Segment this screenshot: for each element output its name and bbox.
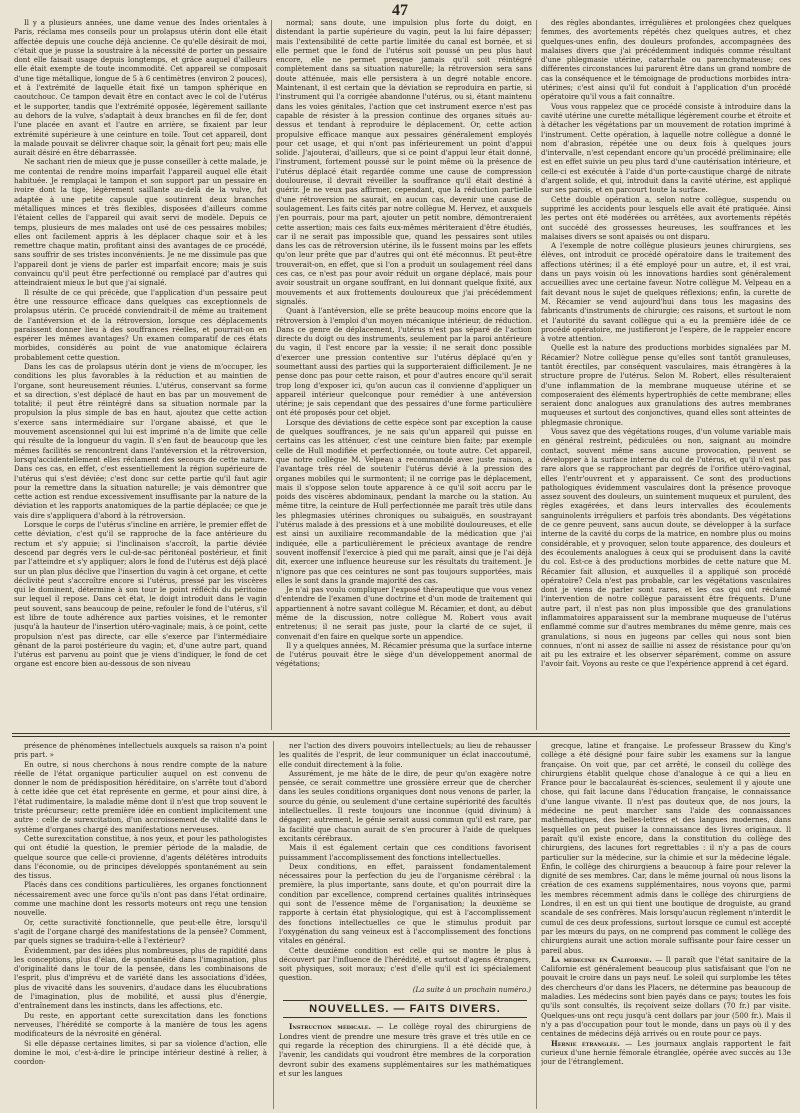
news-paragraph [541,1039,791,1067]
news-headline: Hernie étranglée. [551,1038,620,1048]
paragraph: Lorsque des déviations de cette espèce sont par exception la cause de quelques souffrances, je ne sais qu'un appareil qui puisse en certains cas les atténuer, c'est une ceinture bien faite; par exemple celle de Hull modifiée et perfectionnée, ou toute autre. Cet appareil, que notre collègue M. Velpeau a recommandé avec juste raison, a l'avantage très réel de soutenir l'utérus dévié à la pression des organes mobiles qui le surmontent; il ne corrige pas le déplacement, mais il s'oppose selon toute apparence à ce qu'il soit accru par le poids des viscères abdominaux, pendant la marche ou la station. Au même titre, la ceinture de Hull perfectionnée me paraît très utile dans les phlegmasies utérines chroniques ou subaiguës, en soustrayant l'utérus malade à des pressions et à une mobilité douloureuses, et elle est ainsi un auxiliaire recommandable de la médication que j'ai indiquée, elle a particulièrement le précieux avantage de rendre souvent inoffensif l'exercice à pied qui me paraît, ainsi que je l'ai déjà dit, exercer une influence heureuse sur les résultats du traitement. Je n'ignore pas que ces ceintures ne sont pas toujours supportées, mais elles le sont dans la grande majorité des cas. [276,417,532,585]
news-text: — Les journaux anglais rapportent le fait curieux d'une hernie fémorale étranglée, opérée avec succès au 13e jour de l'étranglement. [541,1038,791,1067]
top-column-1 [14,18,267,732]
paragraph: Il y a plusieurs années, une dame venue des Indes orientales à Paris, réclama mes conseils pour un prolapsus utérin dont elle était affectée depuis une couche déjà ancienne. Ce qu'elle désirait de moi, c'était que je pusse la soustraire à la nécessité de porter un pessaire dont elle faisait usage depuis longtemps, et grâce auquel d'ailleurs elle était exempte de toute incommodité. Cet appareil se composait d'une tige métallique, longue de 5 à 6 centimètres (environ 2 pouces), et à l'extrémité de laquelle était fixé un tampon sphérique en caoutchouc. Ce tampon devait être en contact avec le col de l'utérus et le supporter, tandis que l'extrémité opposée, légèrement saillante au dehors de la vulve, s'adaptait à deux branches en fil de fer, dont l'une placée en avant et l'autre en arrière, se fixaient par leur extrémité supérieure à une ceinture en toile. Tout cet appareil, dont la malade pouvait se délivrer chaque soir, la gênait fort peu; mais elle aurait désiré en être débarrassée. [14,18,267,158]
news-headline: Instruction médicale. [289,1022,371,1032]
paragraph: Ne sachant rien de mieux que je pusse conseiller à cette malade, je me contentai de rendre moins imparfait l'appareil auquel elle était habituée. Je remplaçai le tampon et son support par un pessaire en ivoire dont la tige, légèrement saillante au-delà de la vulve, fut adaptée à une petite capsule que soutinrent deux branches métalliques minces et très flexibles, disposées d'ailleurs comme l'étaient celles de l'appareil qui avait servi de modèle. Depuis ce temps, plusieurs de mes malades ont usé de ces pessaires mobiles; elles ont facilement appris à les déplacer chaque soir et à les remettre chaque matin, profitant ainsi des avantages de ce procédé, sans souffrir de ses tristes inconvénients. Je ne me dissimule pas que l'appareil dont je viens de parler est imparfait encore; mais je suis convaincu qu'il peut être perfectionné ou remplacé par d'autres qui atteindraient mieux le but que j'ai signalé. [14,157,267,288]
news-headline: La médecine en Californie. [551,954,652,964]
paragraph: Cette deuxième condition est celle qui se montre le plus à découvert par l'influence de l'hérédité, et surtout d'agens étrangers, soit physiques, soit moraux; c'est d'elle qu'il est ici spécialement question. [279,945,531,983]
news-text: grecque, latine et française. Le professeur Brassew du King's collège a été désigné pour faire subir les examens sur la langue française. On voit que, par cet arrêté, le conseil du collège des chirurgiens établit quelque chose d'analogue à ce qui a lieu en France pour le baccalauréat ès-sciences, seulement il y ajoute une chose, qui fait lacune dans l'éducation française, le connaissance d'une langue vivante. Il n'est pas douteux que, de nos jours, la médecine ne peut marcher sans l'aide des connaissances mathématiques, des belles-lettres et des langues modernes, dans lesquelles on peut puiser la connaissance des livres originaux. Il paraît qu'il existe encore, dans la constitution du collège des chirurgiens, des lacunes fort regrettables : il n'y a pas de cours particulier sur la médecine, sur la chimie et sur la médecine légale. Enfin, le collège des chirurgiens a beaucoup à faire pour relever la dignité de ses membres. Car, dans le même journal où nous lisons la création de ces examens supplémentaires, nous voyons que, parmi les membres récemment admis dans le collège des chirurgiens de Londres, il en est un qui tient une boutique de droguiste, au grand scandale de ses confrères. Mais lorsqu'aucun règlement n'interdit le cumul de ces deux professions, surtout lorsque ce cumul est accepté par les mœurs du pays, on ne comprend pas comment le collège des chirurgiens aurait une action morale suffisante pour faire cesser un pareil abus. [541,741,791,955]
paragraph: A l'exemple de notre collègue plusieurs jeunes chirurgiens, ses élèves, ont introduit ce procédé opératoire dans le traitement des affections utérines; il a été employé pour un autre, et, il est vrai, dans un pays voisin où les innovations hardies sont généralement accueillies avec une certaine faveur. Notre collègue M. Velpeau en a fait devant nous le sujet de quelques réflexions; enfin, la curette de M. Récamier se vend aujourd'hui dans tous les magasins des fabricants d'instruments de chirurgie; ces raisons, et surtout le nom et l'autorité du savant collègue qui a eu la première idée de ce procédé opératoire, me justifieront je l'espère, de le rappeler encore à votre attention. [541,241,791,344]
paragraph: Quelle est la nature des productions morbides signalées par M. Récamier? Notre collègue pense qu'elles sont tantôt granuleuses, tantôt érectiles, par conséquent vasculaires, mais étrangères à la structure propre de l'utérus. Selon M. Robert, elles résulteraient d'une inflammation de la membrane muqueuse utérine et se composeraient des éléments hypertrophiés de cette membrane; elles seraient donc analogues aux granulations des autres membranes muqueuses et surtout des conjonctives, quand elles sont atteintes de phlegmasie chronique. [541,343,791,427]
news-paragraph [279,1022,531,1078]
paragraph: Évidemment, par des idées plus nombreuses, plus de rapidité dans les conceptions, plus d'élan, de spontanéité dans l'imagination, plus d'originalité dans le tour de la pensée, dans les combinaisons de l'esprit, plus d'imprévu et de variété dans les associations d'idées, plus de vivacité dans les souvenirs, d'audace dans les élucubrations de l'imagination, plus de mobilité, et aussi plus d'énergie, d'entraînement dans les instincts, dans les affections, etc. [14,945,267,1011]
column-divider [271,20,272,730]
column-divider [273,741,274,1109]
paragraph: Cette double opération a, selon notre collègue, suspendu ou supprimé les accidents pour lesquels elle avait été pratiquée. Ainsi les pertes ont été modérées ou arrêtées, aux avortements répétés ont succédé des grossesses heureuses, les souffrances et les malaises divers se sont apaisés ou ont disparu. [541,194,791,241]
paragraph: Mais il est également certain que ces conditions favorisent puissamment l'accomplissement des fonctions intellectuelles. [279,843,531,862]
top-column-3 [541,18,791,732]
column-divider [536,741,537,1109]
news-text: — Il paraît que l'état sanitaire de la Californie est généralement beaucoup plus satisfaisant que l'on ne pouvait le croire dans un pays neuf. Le soleil qui surplombe les têtes des chercheurs d'or dans les Placers, ne détermine pas beaucoup de maladies. Les médecins sont bien payés dans ce pays; toutes les fois qu'ils sont consultés, ils reçoivent seize dollars (70 fr.) par visite. Quelques-uns ont reçu jusqu'à cent dollars par jour (500 fr.). Mais il n'y a pas d'occupation pour tout le monde, dans un pays où il y des centaines de médecins déjà arrivés ou en route pour ce pays. [541,954,791,1039]
paragraph: Vous vous rappelez que ce procédé consiste à introduire dans la cavité utérine une curette métallique légèrement courbe et étroite et à détacher les végétations par un mouvement de rotation imprimé à l'instrument. Cette opération, à laquelle notre collègue a donné le nom d'abrasion, répétée une ou deux fois à quelques jours d'intervalle, n'est cependant encore qu'un procédé préliminaire; elle est en effet suivie un peu plus tard d'une cautérisation intérieure, et celle-ci est exécutée à l'aide d'un porte-caustique chargé de nitrate d'argent solide, et qui, introduit dans la cavité utérine, est appliqué sur ses parois, et en parcourt toute la surface. [541,101,791,195]
continuation-note: (La suite à un prochain numéro.) [412,984,531,994]
paragraph: En outre, si nous cherchons à nous rendre compte de la nature réelle de l'état organique particulier auquel on est convenu de donner le nom de prédisposition héréditaire, on s'arrête tout d'abord à cette idée que cet état représente en germe, et pour ainsi dire, à l'état rudimentaire, la maladie même dont il n'est que trop souvent le triste précurseur; cette première idée en contient implicitement une autre : celle de surexcitation, d'un accroissement de vitalité dans le système d'organes chargé des manifestations nerveuses. [14,759,267,834]
news-paragraph [541,741,791,955]
news-text: — Le collège royal des chirurgiens de Londres vient de prendre une mesure très grave et très utile en ce qui regarde la réception des chirurgiens. Il a été décidé que, à l'avenir, les candidats qui voudront être membres de la corporation devront subir des examens supplémentaires sur les mathématiques et sur les langues [279,1022,531,1078]
section-separator-thin [12,736,790,737]
top-column-2 [276,18,532,732]
paragraph: Dans les cas de prolapsus utérin dont je viens de m'occuper, les conditions les plus favorables à la réduction et au maintien de l'organe, sont heureusement réunies. L'utérus, conservant sa forme et sa direction, s'est déplacé de haut en bas par un mouvement de totalité; il peut être réintégré dans sa situation normale par la propulsion la plus simple de bas en haut, ajoutez que cette action s'exerce sans intermédiaire sur l'organe abaissé, et que le mouvement ascensionnel qui lui est imprimé n'a de limite que celle qui résulte de la longueur du vagin. Il s'en faut de beaucoup que les mêmes facilités se rencontrent dans l'antéversion et la rétroversion, lorsqu'accidentellement elles réclament des secours de cette nature. Dans ces cas, en effet, c'est essentiellement la région supérieure de l'utérus qui s'est déviée; c'est donc sur cette partie qu'il faut agir pour la remettre dans la situation naturelle; je vais démontrer que cette action est rendue excessivement insuffisante par la nature de la déviation et les rapports anatomiques de la partie déplacée; ce que je vais dire s'appliquera d'abord à la rétroversion. [14,361,267,520]
feuilleton-column-1 [14,741,267,1111]
rule [283,1017,527,1018]
paragraph: normal; sans doute, une impulsion plus forte du doigt, en distendant la partie supérieure du vagin, peut la lui faire dépasser; mais l'extensibilité de cette partie limitée du canal est bornée, et si elle permet que le fond de l'utérus soit poussé un peu plus haut encore, elle ne permet presque jamais qu'il soit réintégré complètement dans sa situation naturelle; la rétroversion sera sans doute atténuée, mais elle persistera à un degré notable encore. Maintenant, il est certain que la déviation se reproduira en partie, si l'instrument qui l'a corrigée abandonne l'utérus, ou si, étant maintenu dans les voies génitales, l'action que cet instrument exerce n'est pas capable de résister à la pression continue des organes situés au-dessus et tendant à reproduire le déplacement. Or, cette action propulsive efficace manque aux pessaires généralement employés pour cet usage, et qui n'ont pas inférieurement un point d'appui solide. J'ajouterai, d'ailleurs, que si ce point d'appui leur était donné, l'instrument, fortement poussé sur le point même où la présence de l'utérus déplacé était regardée comme une cause de compression douloureuse, il devrait réveiller la souffrance qu'il était destiné à guérir. Je ne veux pas affirmer, cependant, que la réduction partielle d'une rétroversion ne saurait, en aucun cas, devenir une cause de soulagement. Les faits cités par notre collègue M. Hervez, et auxquels j'en pourrais, pour ma part, ajouter un petit nombre, démontreraient cette assertion; mais ces faits eux-mêmes mériteraient d'être étudiés, car il ne serait pas impossible que, quand les pessaires sont utiles dans les cas de rétroversion utérine, ils le fussent moins par les effets qu'on leur prête que par d'autres qui ont été méconnus. Et peut-être trouverait-on, en effet, que si l'on a produit un soulagement réel dans ces cas, ce n'est pas pour avoir réduit un organe déplacé, mais pour avoir soustrait un organe souffrant, en lui donnant quelque fixité, aux mouvements et aux frottements douloureux que j'ai précédemment signalés. [276,18,532,306]
paragraph: ner l'action des divers pouvoirs intellectuels; au lieu de rehausser les qualités de l'esprit, de leur communiquer un éclat inaccoutumé, elle conduit directement à la folie. [279,741,531,769]
paragraph: Quant à l'antéversion, elle se prête beaucoup moins encore que la rétroversion à l'emploi d'un moyen mécanique intérieur, de réduction. Dans ce genre de déplacement, l'utérus n'est pas séparé de l'action directe du doigt ou des instruments, seulement par la paroi antérieure du vagin, il l'est encore par la vessie; il ne serait donc possible d'exercer une pression contentive sur l'utérus déplacé qu'en y soumettant aussi des parties qui la supporteraient difficilement. Je ne pense donc pas pour cette raison, et pour d'autres encore qu'il serait trop long d'exposer ici, qu'on aucun cas il convienne d'appliquer un appareil intérieur quelconque pour remédier à une antéversion utérine; je sais cependant que des pessaires d'une forme particulière ont été proposés pour cet objet. [276,306,532,418]
news-paragraph [541,955,791,1039]
feuilleton-column-3 [541,741,791,1111]
paragraph: Du reste, en apportant cette surexcitation dans les fonctions nerveuses, l'hérédité se comporte à la manière de tous les agens modificateurs de la névrosité en général. [14,1010,267,1039]
paragraph: Cette surexcitation constitue, à nos yeux, et pour les pathologistes qui ont étudié la question, le premier période de la maladie, de quelque source que celle-ci provienne, d'agents délétères introduits dans l'économie, ou de principes développés spontanément au sein des tissus. [14,833,267,881]
page-number: 47 [392,2,408,19]
paragraph: Placés dans ces conditions particulières, les organes fonctionnent nécessairement avec une force qu'ils n'ont pas dans l'état ordinaire, comme une machine dont les ressorts moteurs ont reçu une tension nouvelle. [14,880,267,918]
paragraph: Si elle dépasse certaines limites, si par sa violence d'action, elle domine le moi, c'est-à-dire le principe intérieur destiné à relier, à coordon- [14,1038,267,1067]
paragraph: Vous savez que des végétations rouges, d'un volume variable mais en général restreint, pédiculées ou non, saignant au moindre contact, souvent même sans aucune provocation, peuvent se développer à la surface interne du col de l'utérus, et qu'il n'est pas rare alors que se rapprochant par degrés de l'orifice utéro-vaginal, elles l'entr'ouvrent et y apparaissent. Ce sont des productions pathologiques évidemment vasculaires dont la présence provoque assez souvent des douleurs, un suintement muqueux et purulent, des règles exagérées, et dans leurs intervalles des écoulements sanguinolents irréguliers et parfois très abondants. Des végétations de ce genre peuvent, sans aucun doute, se développer à la surface interne de la cavité du corps de la matrice, en nombre plus ou moins considérable, et y provoquer, selon toute apparence, des douleurs et des écoulements analogues à ceux qui se produisent dans la cavité du col. Est-ce à des productions morbides de cette nature que M. Récamier fait allusion, et auxquelles il a appliqué son procédé opératoire? Cela n'est pas probable, car les végétations vasculaires dont je viens de parler sont rares, et les cas qui ont réclamé l'intervention de notre collègue paraissent être fréquents. D'une autre part, il n'est pas non plus impossible que des granulations inflammatoires apparaissent sur la membrane muqueuse de l'utérus enflammé comme sur d'autres membranes du même genre, mais ces granulations, si nous en jugeons par celles qui nous sont bien connues, n'ont ni assez de saillie ni assez de résistance pour qu'on ait pu les extraire et les observer séparément, comme on assure l'avoir fait. Voyons au reste ce que l'expérience apprend à cet égard. [541,427,791,669]
paragraph: des règles abondantes, irrégulières et prolongées chez quelques femmes, des avortements répétés chez quelques autres, et chez quelques-unes enfin, des douleurs profondes, accompagnées des malaises divers que j'ai précédemment indiqués comme résultant d'une phlegmasie utérine, catarrhale ou parenchymateuse; ces différentes circonstances lui parurent être dans un grand nombre de cas la conséquence et le témoignage de productions morbides intra-utérines; c'est ainsi qu'il fut conduit à l'application d'un procédé opératoire qu'il vous a fait connaître. [541,18,791,102]
feuilleton-column-2 [279,741,531,1111]
rule [283,1000,527,1001]
paragraph: Il y a quelques années, M. Récamier présuma que la surface interne de l'utérus pouvait être le siège d'un développement anormal de végétations; [276,640,532,669]
paragraph: Assurément, je me hâte de le dire, de peur qu'on exagère notre pensée, ce serait commettre une grossière erreur que de chercher dans les seules conditions organiques dont nous venons de parler, la source du génie, ou seulement d'une certaine supériorité des facultés intellectuelles. Il reste toujours une inconnue (quid divinum) à dégager; autrement, le génie serait aussi commun qu'il est rare, par la facilité que chacun aurait de s'en procurer à l'aide de quelques excitants cérébraux. [279,768,531,843]
news-section-title: NOUVELLES. — FAITS DIVERS. [309,1003,501,1016]
paragraph: Or, cette suractivité fonctionnelle, que peut-elle être, lorsqu'il s'agit de l'organe chargé des manifestations de la pensée? Comment, par quels signes se traduira-t-elle à l'extérieur? [14,917,267,946]
paragraph: Il résulte de ce qui précède, que l'application d'un pessaire peut être une ressource efficace dans quelques cas exceptionnels de prolapsus utérin. Ce procédé conviendrait-il de même au traitement de l'antéversion et de la rétroversion, lorsque ces déplacements paraissent donner lieu à des souffrances réelles, et pourrait-on en espérer les mêmes avantages? Un examen comparatif de ces états morbides, considérés au point de vue anatomique éclairera probablement cette question. [14,287,267,362]
section-separator [12,733,790,734]
paragraph: Deux conditions, en effet, paraissent fondamentalement nécessaires pour la perfection du jeu de l'organisme cérébral : la première, la plus importante, sans doute, et qu'on pourrait dire la condition par excellence, comprend certaines qualités intrinsèques qui sont de l'essence même de l'organisation; la deuxième se rapporte à certain état physiologique, qui est à l'accomplissement des fonctions intellectuelles ce que le stimulus produit par l'oxygénation du sang veineux est à l'accomplissement des fonctions vitales en général. [279,861,531,946]
column-divider [536,20,537,730]
paragraph: Je n'ai pas voulu compliquer l'exposé thérapeutique que vous venez d'entendre de l'examen d'une doctrine et d'un mode de traitement qui appartiennent à notre savant collègue M. Récamier, et dont, au début même de la discussion, notre collègue M. Robert vous avait entretenus; il ne serait pas juste, pour la clarté de ce sujet, il convenait d'en faire en quelque sorte un appendice. [276,585,532,641]
paragraph: Lorsque le corps de l'utérus s'incline en arrière, le premier effet de cette déviation, c'est qu'il se rapproche de la face antérieure du rectum et s'y appuie; si l'inclinaison s'accroît, la partie déviée descend par degrés vers le cul-de-sac péritonéal postérieur, et finit par l'atteindre et s'y appliquer; alors le fond de l'utérus est déjà placé sur un plan plus déclive que l'insertion du vagin à cet organe, et cette déclivité peut s'accroître encore si l'utérus, pressé par les viscères qui le dominent, détermine à son tour le point réfléchi du péritoine sur lequel il repose. Dans cet état, le doigt introduit dans le vagin peut souvent, sans beaucoup de peine, refouler le fond de l'utérus, s'il est libre de toute adhérence aux parties voisines, et le remonter jusqu'à la hauteur de l'insertion utéro-vaginale; mais, à ce point, cette propulsion n'est pas directe, car elle s'exerce par l'intermédiaire gênant de la paroi postérieure du vagin; et, d'une autre part, quand l'utérus est parvenu au point que je viens d'indiquer, le fond de cet organe est encore bien au-dessous de son niveau [14,520,267,669]
paragraph: présence de phénomènes intellectuels auxquels sa raison n'a point pris part. » [14,741,267,760]
